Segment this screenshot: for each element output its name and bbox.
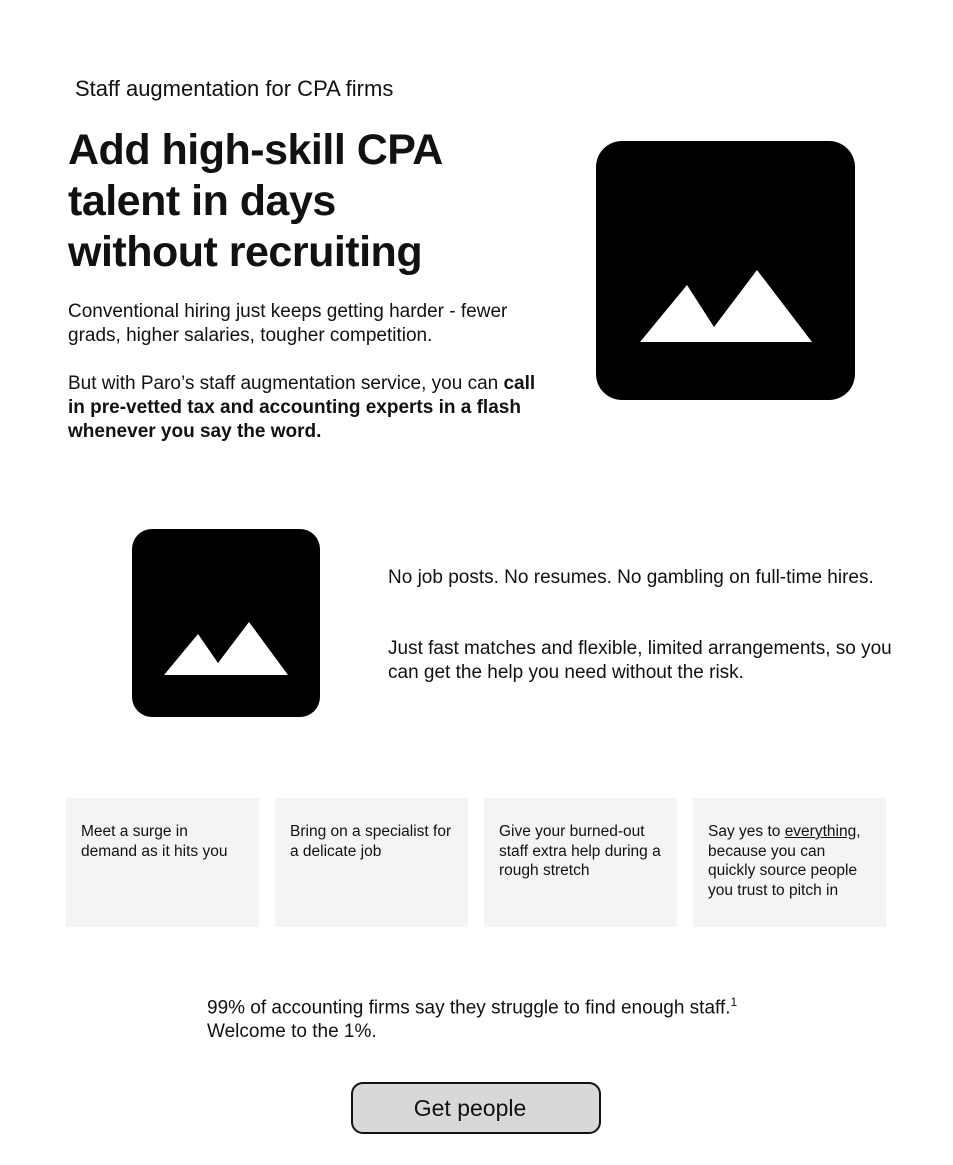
get-people-button[interactable]: Get people [351,1082,601,1134]
stat-footnote: 1 [730,995,738,1009]
benefit-card [484,798,677,927]
hero-paragraph: Conventional hiring just keeps getting harder - fewer grads, higher salaries, tougher competition. [68,301,508,346]
benefit-card-text: Give your burned-out staff extra help during a rough stretch [499,823,661,879]
middle-paragraph: Just fast matches and flexible, limited arrangements, so you can get the help you need without the risk. [388,638,892,683]
benefit-card-text: Meet a surge in demand as it hits you [81,823,228,860]
benefit-card-text: because you can quickly source people you trust to pitch in [708,842,858,899]
hero-title-line: without recruiting [68,228,423,276]
benefit-card [275,798,468,927]
image-placeholder-icon [596,141,855,400]
hero-title [68,125,538,278]
eyebrow-text: Staff augmentation for CPA firms [75,76,394,101]
stat-claim: 99% of accounting firms say they struggle to find enough staff. [207,997,731,1019]
hero-image [596,141,855,400]
offer-text: But with Paro’s staff augmentation service, you can [68,373,504,394]
benefit-card-text: Say yes to [708,823,785,840]
middle-image [132,529,320,717]
stat-text [207,990,767,1044]
benefit-card-text: Bring on a specialist for a delicate job [290,823,452,860]
image-placeholder-icon [132,529,320,717]
benefit-card-emphasis: everything, [784,823,861,840]
hero-paragraph-offer [68,372,538,444]
benefit-card [693,798,886,927]
offer-highlight: call in pre-vetted tax and accounting experts in a flash whenever you say the word. [68,373,536,442]
hero-title-line: Add high-skill CPA [68,126,443,174]
stat-tail: Welcome to the 1%. [207,1021,377,1043]
benefit-card [66,798,259,927]
hero-title-line: talent in days [68,177,336,225]
middle-paragraph: No job posts. No resumes. No gambling on full-time hires. [388,567,874,588]
benefit-cards [66,798,886,927]
